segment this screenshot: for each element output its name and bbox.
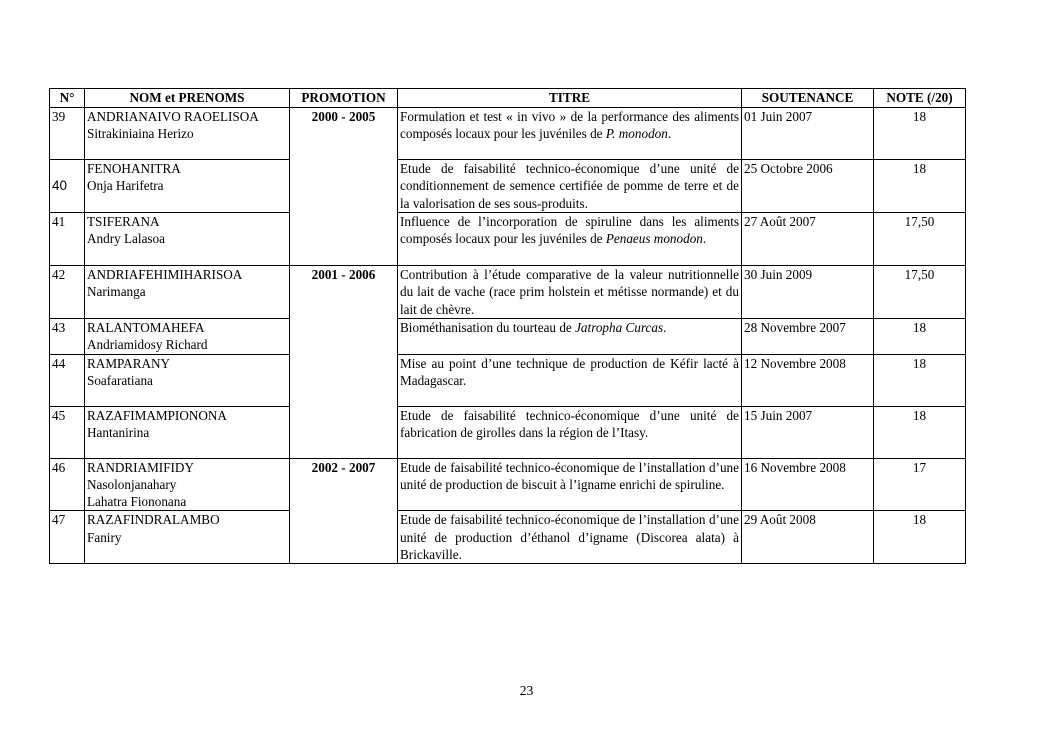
cell-soutenance: 12 Novembre 2008 — [742, 354, 874, 406]
cell-num: 44 — [50, 354, 85, 406]
thesis-table — [49, 88, 966, 564]
title-text: Etude de faisabilité technico-économique de l’installation d’une unité de production de biscuit à l’igname enrichi de spiruline. — [400, 459, 739, 492]
title-text: . — [667, 126, 672, 142]
table-row — [50, 354, 966, 406]
cell-name — [85, 406, 290, 458]
table-row — [50, 266, 966, 319]
name-line: RAMPARANY — [87, 355, 171, 371]
cell-title — [398, 160, 742, 213]
header-soutenance: SOUTENANCE — [742, 89, 874, 108]
name-line: ANDRIAFEHIMIHARISOA — [87, 267, 243, 282]
table-row — [50, 108, 966, 160]
name-line: RANDRIAMIFIDY — [87, 459, 194, 475]
table-row — [50, 160, 966, 213]
cell-title — [398, 406, 742, 458]
cell-num: 47 — [50, 511, 85, 564]
table-body — [50, 108, 966, 564]
cell-name — [85, 266, 290, 319]
table-row — [50, 511, 966, 564]
name-line: FENOHANITRA — [87, 161, 181, 176]
title-text: Mise au point d’une technique de production de Kéfir lacté à Madagascar. — [400, 355, 739, 388]
cell-soutenance: 30 Juin 2009 — [742, 266, 874, 319]
cell-title — [398, 319, 742, 355]
cell-num: 39 — [50, 108, 85, 160]
header-promotion: PROMOTION — [290, 89, 398, 108]
title-italic-text: P. monodon — [605, 126, 668, 142]
cell-soutenance: 27 Août 2007 — [742, 213, 874, 266]
cell-note: 18 — [874, 319, 966, 355]
cell-note: 18 — [874, 160, 966, 213]
name-line: Narimanga — [87, 284, 146, 300]
table-row — [50, 458, 966, 511]
cell-note: 18 — [874, 108, 966, 160]
table-row — [50, 213, 966, 266]
cell-title — [398, 458, 742, 511]
cell-name — [85, 458, 290, 511]
name-line: Nasolonjanahary — [87, 476, 177, 492]
name-line: ANDRIANAIVO RAOELISOA — [87, 109, 259, 124]
cell-title — [398, 354, 742, 406]
cell-name — [85, 354, 290, 406]
name-line: Onja Harifetra — [87, 178, 164, 194]
name-line: Soafaratiana — [87, 372, 153, 388]
cell-title — [398, 511, 742, 564]
cell-promotion: 2000 - 2005 — [290, 108, 398, 266]
cell-soutenance: 25 Octobre 2006 — [742, 160, 874, 213]
page-number: 23 — [519, 683, 534, 698]
cell-soutenance: 29 Août 2008 — [742, 511, 874, 564]
cell-title — [398, 108, 742, 160]
cell-note: 17 — [874, 458, 966, 511]
cell-num: 40 — [50, 160, 85, 213]
title-text: Contribution à l’étude comparative de la valeur nutritionnelle du lait de vache (race prim holstein et métisse normande) et du lait de chèvre. — [400, 267, 739, 317]
cell-soutenance: 16 Novembre 2008 — [742, 458, 874, 511]
name-line: RAZAFINDRALAMBO — [87, 512, 220, 528]
name-line: Sitrakiniaina Herizo — [87, 126, 194, 142]
table-row — [50, 319, 966, 355]
title-text: . — [702, 231, 707, 247]
title-italic-text: Penaeus monodon — [605, 231, 703, 247]
cell-note: 18 — [874, 354, 966, 406]
cell-name — [85, 319, 290, 355]
header-title: TITRE — [398, 89, 742, 108]
cell-title — [398, 266, 742, 319]
cell-promotion: 2001 - 2006 — [290, 266, 398, 459]
cell-name — [85, 108, 290, 160]
cell-name — [85, 213, 290, 266]
cell-note: 17,50 — [874, 266, 966, 319]
title-text: Formulation et test « in vivo » de la performance des aliments composés locaux pour les juvéniles de — [400, 109, 739, 142]
cell-name — [85, 511, 290, 564]
title-text: Etude de faisabilité technico-économique d’une unité de conditionnement de semence certifiée de pomme de terre et de la valorisation de ses sous-produits. — [400, 161, 739, 211]
title-text: Etude de faisabilité technico-économique de l’installation d’une unité de production d’éthanol d’igname (Discorea alata) à Brickaville. — [400, 512, 739, 563]
cell-note: 18 — [874, 406, 966, 458]
header-num: N° — [50, 89, 85, 108]
header-note: NOTE (/20) — [874, 89, 966, 108]
title-text: Etude de faisabilité technico-économique d’une unité de fabrication de girolles dans la région de l’Itasy. — [400, 407, 739, 440]
name-line: Hantanirina — [87, 424, 150, 440]
cell-name — [85, 160, 290, 213]
title-italic-text: Jatropha Curcas — [575, 320, 664, 335]
table-row — [50, 406, 966, 458]
name-line: RAZAFIMAMPIONONA — [87, 407, 227, 423]
cell-soutenance: 01 Juin 2007 — [742, 108, 874, 160]
name-line: Faniry — [87, 529, 122, 545]
cell-soutenance: 28 Novembre 2007 — [742, 319, 874, 355]
cell-num: 43 — [50, 319, 85, 355]
name-line: RALANTOMAHEFA — [87, 320, 205, 335]
cell-num: 45 — [50, 406, 85, 458]
table-header-row — [50, 89, 966, 108]
cell-title — [398, 213, 742, 266]
header-name: NOM et PRENOMS — [85, 89, 290, 108]
title-text: Biométhanisation du tourteau de — [400, 320, 576, 335]
cell-note: 17,50 — [874, 213, 966, 266]
cell-num: 41 — [50, 213, 85, 266]
name-line: TSIFERANA — [87, 214, 160, 229]
name-line: Lahatra Fiononana — [87, 494, 187, 510]
name-line: Andry Lalasoa — [87, 231, 165, 247]
title-text: . — [663, 320, 667, 335]
title-text: Influence de l’incorporation de spiruline dans les aliments composés locaux pour les juvéniles de — [400, 214, 739, 247]
cell-soutenance: 15 Juin 2007 — [742, 406, 874, 458]
name-line: Andriamidosy Richard — [87, 337, 208, 353]
cell-promotion: 2002 - 2007 — [290, 458, 398, 564]
cell-num: 42 — [50, 266, 85, 319]
cell-note: 18 — [874, 511, 966, 564]
cell-num: 46 — [50, 458, 85, 511]
